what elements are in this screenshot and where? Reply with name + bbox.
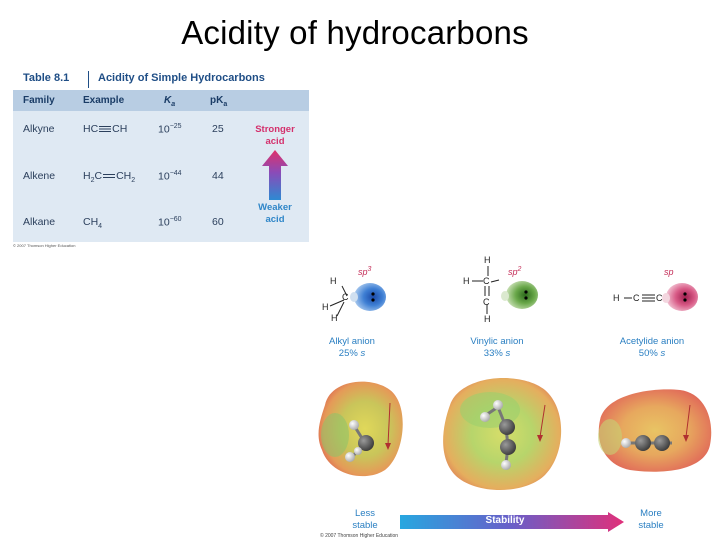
vinylic-anion-structure [472,266,538,314]
table-number: Table 8.1 [23,72,70,84]
header-divider [88,71,89,88]
col-ka: $K_a$ [164,95,176,108]
example-cell: $CH_4$ [83,216,103,231]
atom-h: H [484,314,491,324]
orbital-label: $sp^2$ [508,266,522,277]
pka-cell: 60 [212,216,224,228]
less-stable-label: Less stable [352,508,378,531]
acetylide-anion-label: Acetylide anion 50% s [619,336,685,359]
column-headers [13,90,309,111]
acidity-arrow [245,116,305,234]
family-cell: Alkane [23,216,56,228]
stability-label: Stability [485,515,525,526]
atom-h: H [613,293,620,303]
pka-cell: 44 [212,170,224,182]
up-arrow-icon [261,150,289,200]
ka-cell: $10^{-60}$ [158,216,182,229]
acidity-table [13,68,309,242]
triple-bond-icon [98,125,112,133]
atom-c: C [483,276,490,286]
more-stable-label: More stable [638,508,664,531]
atom-h: H [463,276,470,286]
col-example: Example [83,95,125,106]
atom-h: H [322,302,329,312]
atom-h: H [330,276,337,286]
ka-cell: $10^{-25}$ [158,123,182,136]
atom-c: C [483,297,490,307]
electrostatic-potential-maps [310,365,720,505]
atom-c: C [633,293,640,303]
col-family: Family [23,95,55,106]
slide-title: Acidity of hydrocarbons [181,14,529,51]
atom-h: H [484,255,491,265]
stronger-acid-label: Stronger acid [255,124,295,147]
figure-copyright: © 2007 Thomson Higher Education [320,533,399,539]
pka-cell: 25 [212,123,224,135]
orbital-label: sp [664,267,674,277]
ka-cell: $10^{-44}$ [158,170,182,183]
orbital-label: $sp^3$ [358,266,372,277]
table-header [13,68,309,90]
weaker-acid-label: Weaker acid [258,202,292,225]
vinylic-anion-label: Vinylic anion 33% s [470,336,524,359]
col-pka: $pK_a$ [210,95,228,108]
alkyl-anion-label: Alkyl anion 25% s [329,336,375,359]
atom-c: C [342,292,349,302]
double-bond-icon [102,172,116,180]
table-copyright: © 2007 Thomson Higher Education [13,243,76,248]
example-cell: $H_2C$ $CH_2$ [83,170,136,185]
example-cell: HC CH [83,123,128,135]
vinylic-anion-map [443,378,561,490]
alkyl-anion-map [319,382,403,477]
atom-h: H [331,313,338,323]
acetylide-anion-map [598,389,711,471]
family-cell: Alkene [23,170,56,182]
family-cell: Alkyne [23,123,55,135]
alkyl-anion-structure [330,283,386,316]
table-title: Acidity of Simple Hydrocarbons [98,72,265,84]
atom-c: C [656,293,663,303]
stability-arrow [400,512,610,532]
